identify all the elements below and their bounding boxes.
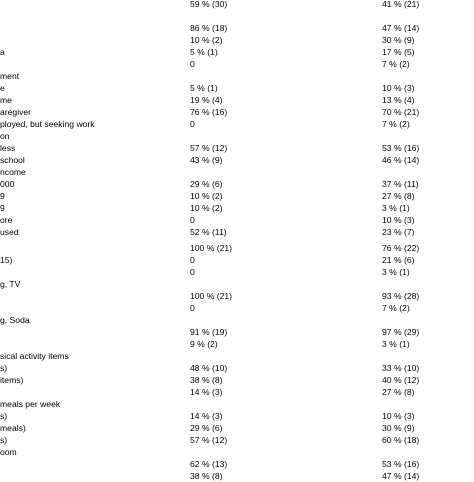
row-label: ncome [0,167,26,177]
table-row [0,410,474,422]
table-row [0,386,474,398]
cell-group-1: 59 % (30) [190,0,228,9]
row-label: ment [0,71,20,81]
table-row [0,470,474,482]
cell-group-1: 29 % (6) [190,423,223,433]
table-row [0,0,474,10]
table-row [0,398,474,410]
cell-group-2: 23 % (7) [382,227,415,237]
cell-group-2: 37 % (11) [382,179,419,189]
cell-group-1: 0 [190,119,195,129]
cell-group-2: 10 % (3) [382,411,415,421]
row-label: sical activity items [0,351,69,361]
row-label: less [0,143,16,153]
row-label: 000 [0,179,15,189]
row-label: school [0,155,25,165]
cell-group-2: 60 % (18) [382,435,420,445]
table-row [0,290,474,302]
table-row [0,314,474,326]
cell-group-2: 21 % (6) [382,255,415,265]
row-label: used [0,227,19,237]
table-row [0,266,474,278]
cell-group-1: 52 % (11) [190,227,227,237]
table-row [0,254,474,266]
cell-group-1: 0 [190,215,195,225]
cell-group-2: 10 % (3) [382,83,415,93]
cell-group-1: 10 % (2) [190,35,223,45]
table-row [0,142,474,154]
cell-group-1: 5 % (1) [190,47,218,57]
cell-group-2: 7 % (2) [382,119,410,129]
cell-group-1: 57 % (12) [190,435,228,445]
cell-group-2: 76 % (22) [382,243,420,253]
row-label: 9 [0,191,5,201]
row-label: ore [0,215,13,225]
cell-group-2: 3 % (1) [382,339,410,349]
cell-group-2: 93 % (28) [382,291,420,301]
cell-group-1: 10 % (2) [190,203,223,213]
cell-group-2: 30 % (9) [382,35,415,45]
row-label: s) [0,411,8,421]
row-label: s) [0,363,8,373]
table-row [0,178,474,190]
cell-group-1: 19 % (4) [190,95,223,105]
cell-group-1: 57 % (12) [190,143,228,153]
cell-group-2: 47 % (14) [382,471,420,481]
cell-group-1: 38 % (8) [190,471,223,481]
cell-group-1: 100 % (21) [190,291,233,301]
row-label: oom [0,447,17,457]
table-row [0,374,474,386]
row-label: s) [0,435,8,445]
table-row [0,166,474,178]
table-row [0,446,474,458]
cell-group-2: 27 % (8) [382,191,415,201]
table-row [0,278,474,290]
cell-group-1: 5 % (1) [190,83,218,93]
row-label: me [0,95,12,105]
row-label: meals) [0,423,26,433]
table-row [0,22,474,34]
cell-group-1: 100 % (21) [190,243,233,253]
table-row [0,434,474,446]
cell-group-2: 41 % (21) [382,0,420,9]
table-row [0,350,474,362]
cell-group-1: 62 % (13) [190,459,228,469]
table-row [0,118,474,130]
cell-group-1: 91 % (19) [190,327,228,337]
row-label: on [0,131,10,141]
row-label: items) [0,375,24,385]
cell-group-1: 14 % (3) [190,411,223,421]
cell-group-1: 38 % (8) [190,375,223,385]
cell-group-1: 10 % (2) [190,191,223,201]
cell-group-1: 43 % (9) [190,155,223,165]
table-row [0,214,474,226]
cell-group-2: 13 % (4) [382,95,415,105]
table-row [0,82,474,94]
table-row [0,190,474,202]
table-row [0,202,474,214]
table-row [0,70,474,82]
cell-group-1: 0 [190,59,195,69]
table-row [0,458,474,470]
table-row [0,362,474,374]
table-row [0,106,474,118]
table-row [0,130,474,142]
row-label: g, Soda [0,315,30,325]
table-row [0,338,474,350]
cell-group-1: 86 % (18) [190,23,228,33]
table-row [0,326,474,338]
cell-group-1: 76 % (16) [190,107,228,117]
cell-group-2: 7 % (2) [382,59,410,69]
cell-group-1: 0 [190,255,195,265]
cell-group-2: 70 % (21) [382,107,420,117]
cell-group-1: 0 [190,303,195,313]
row-label: e [0,83,5,93]
cell-group-2: 3 % (1) [382,203,410,213]
cell-group-1: 29 % (6) [190,179,223,189]
table-row [0,58,474,70]
row-label: aregiver [0,107,32,117]
cell-group-2: 10 % (3) [382,215,415,225]
table-row [0,226,474,238]
table-row [0,94,474,106]
cell-group-2: 17 % (5) [382,47,415,57]
row-label: g, TV [0,279,21,289]
table-row [0,302,474,314]
cell-group-2: 40 % (12) [382,375,420,385]
cell-group-2: 3 % (1) [382,267,410,277]
cell-group-2: 7 % (2) [382,303,410,313]
cell-group-2: 30 % (9) [382,423,415,433]
row-label: 15) [0,255,13,265]
table-row [0,154,474,166]
cell-group-2: 33 % (10) [382,363,420,373]
row-label: 9 [0,203,5,213]
cell-group-1: 9 % (2) [190,339,218,349]
cell-group-2: 53 % (16) [382,459,420,469]
cell-group-2: 47 % (14) [382,23,420,33]
row-label: ployed, but seeking work [0,119,95,129]
cell-group-2: 53 % (16) [382,143,420,153]
cell-group-2: 27 % (8) [382,387,415,397]
cell-group-1: 48 % (10) [190,363,228,373]
table-row [0,422,474,434]
table-row [0,46,474,58]
table-row [0,242,474,254]
cell-group-1: 0 [190,267,195,277]
row-label: a [0,47,5,57]
cell-group-1: 14 % (3) [190,387,223,397]
cell-group-2: 46 % (14) [382,155,420,165]
cell-group-2: 97 % (29) [382,327,420,337]
table-row [0,34,474,46]
row-label: meals per week [0,399,61,409]
